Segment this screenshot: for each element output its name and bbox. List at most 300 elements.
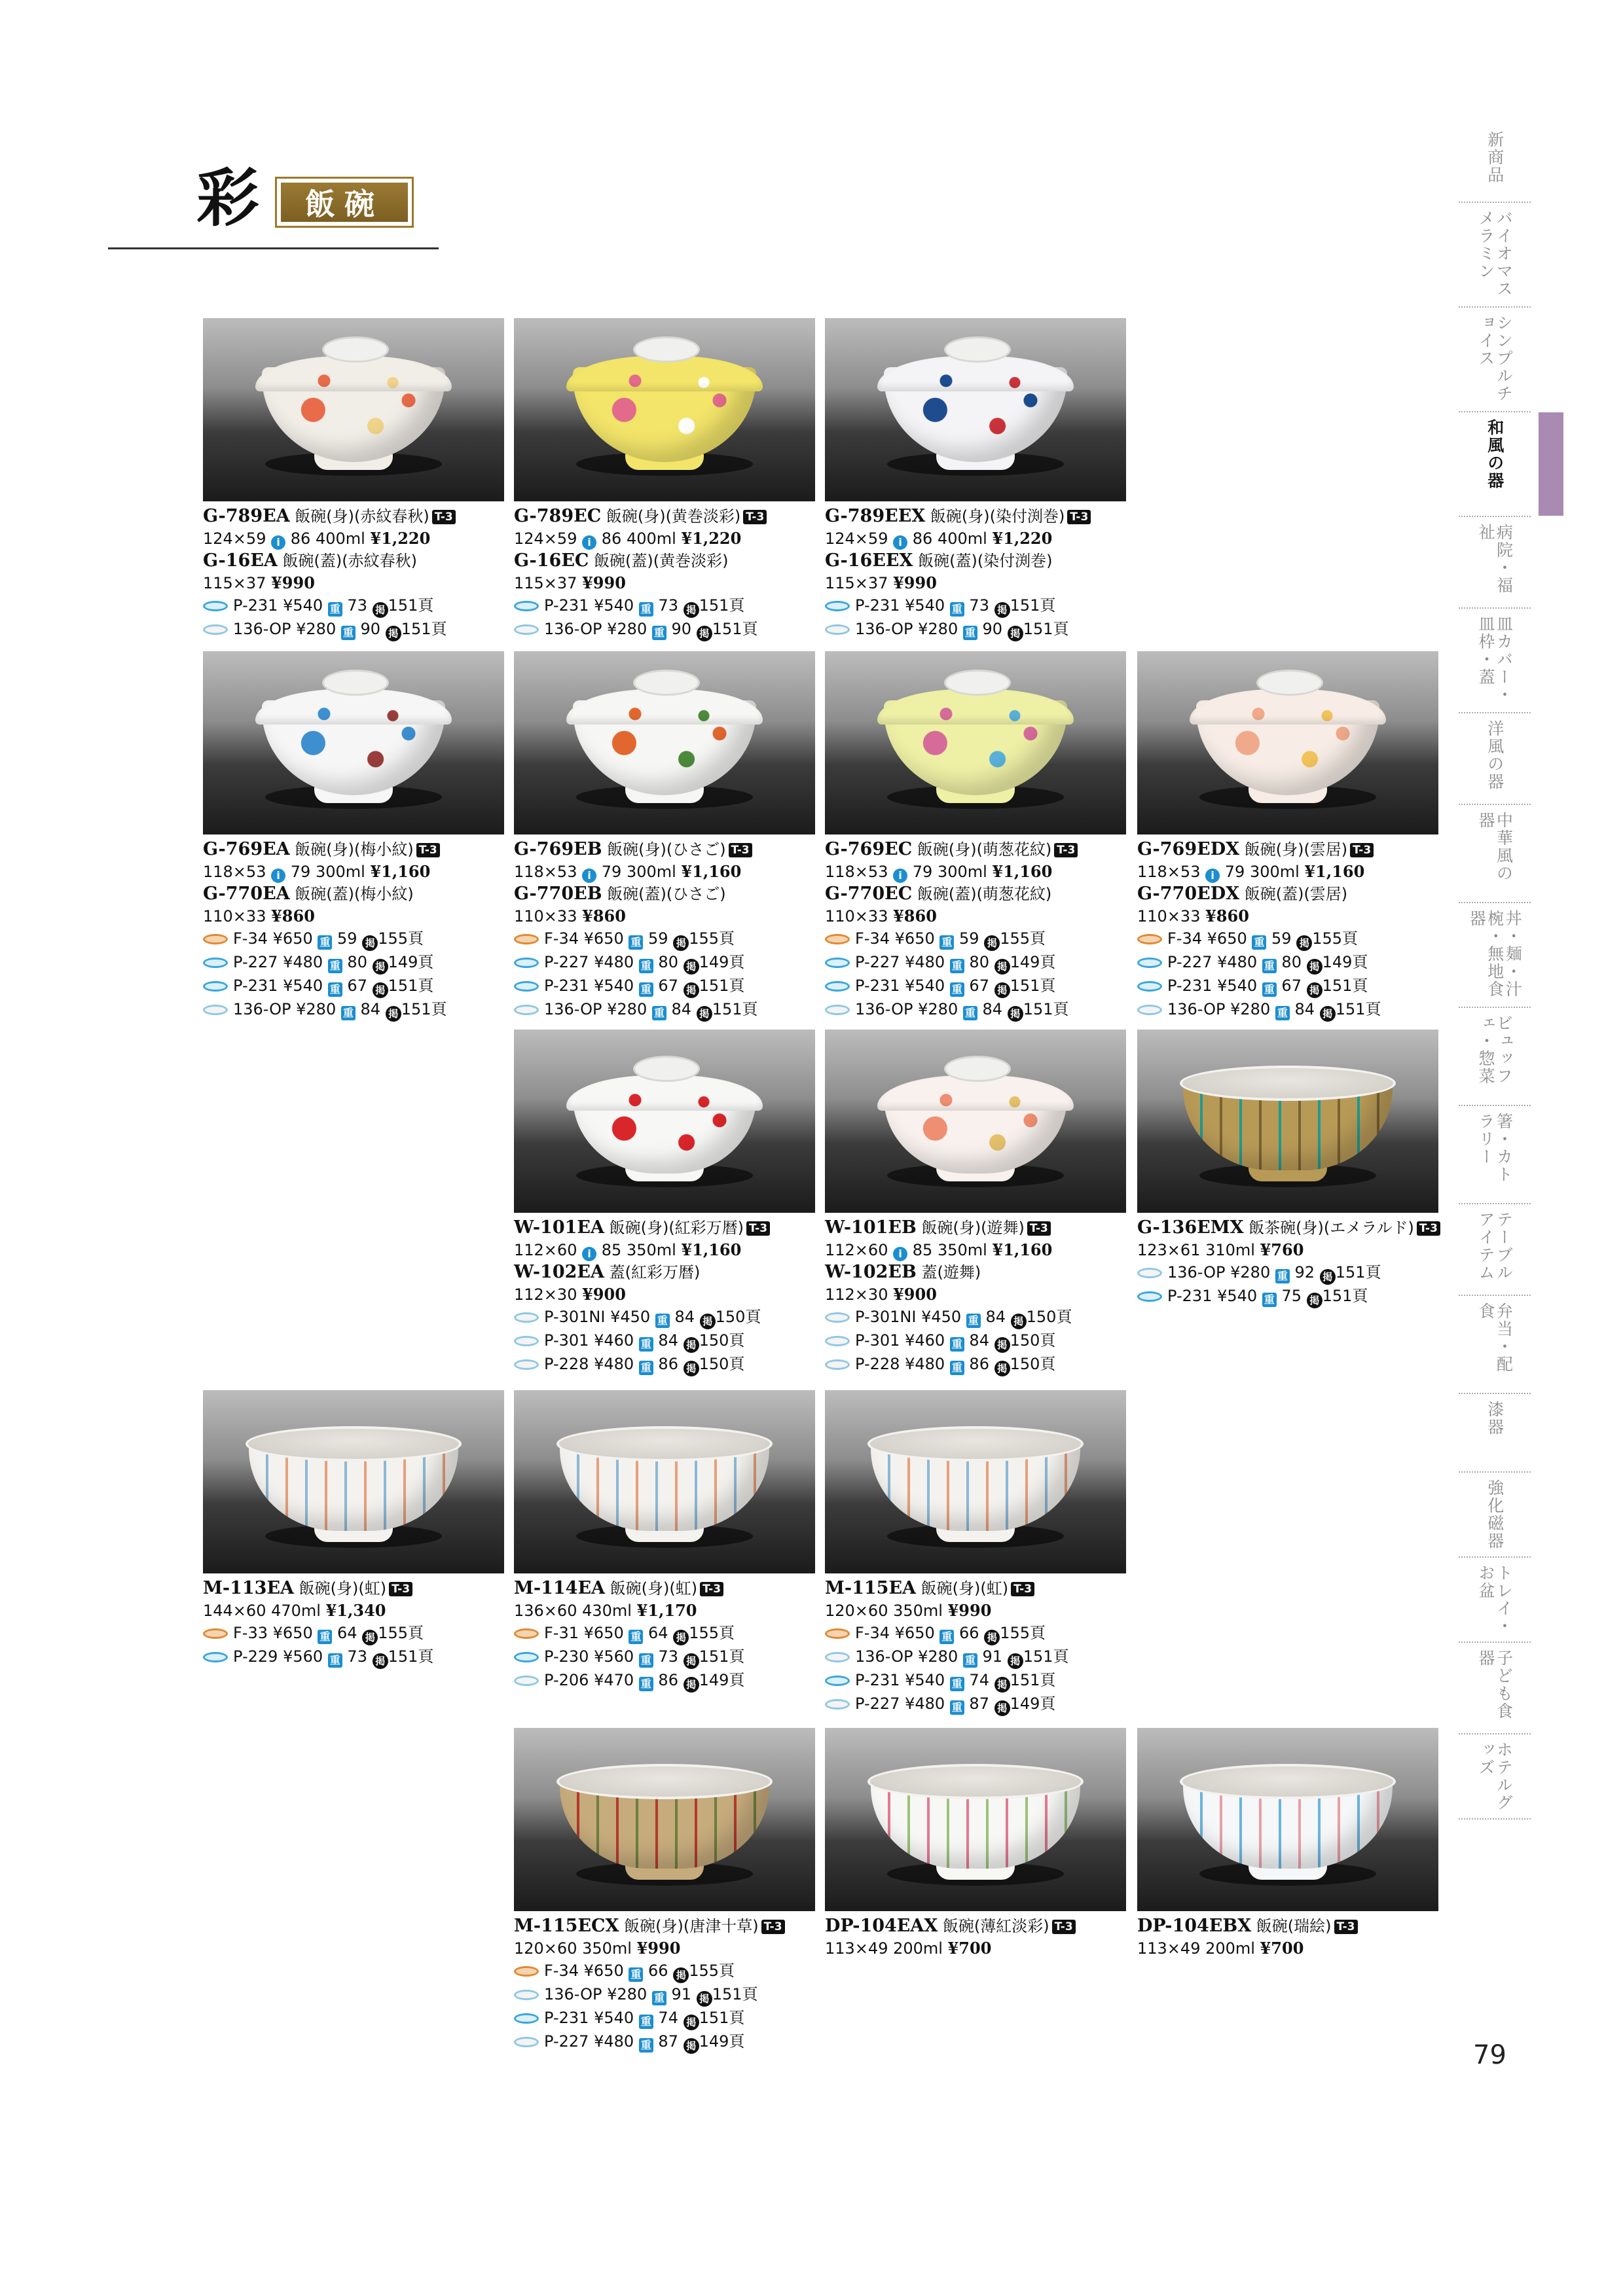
accessory-row[interactable] [825, 998, 1126, 1022]
accessory-row[interactable] [203, 975, 504, 998]
sidenav-item-4[interactable] [1459, 517, 1531, 609]
sidenav-item-label: 弁当・配食 [1476, 1302, 1514, 1373]
accessory-row[interactable] [1137, 927, 1438, 951]
accessory-row[interactable] [825, 951, 1126, 975]
sidenav-item-label: 丼・麺・汁椀・無地食器 [1467, 910, 1523, 998]
spacer [989, 1671, 994, 1689]
spacer [958, 1647, 963, 1666]
tray-icon [514, 624, 539, 635]
product-photo [514, 1390, 815, 1573]
stack-count-icon: 重 [639, 1653, 653, 1668]
spacer [632, 1939, 637, 1958]
sidenav-item-9[interactable] [1459, 1008, 1531, 1106]
accessory-price: ¥470 [594, 1671, 634, 1689]
product-price: ¥700 [1260, 1939, 1304, 1958]
accessory-code: P-231 [855, 1671, 900, 1689]
accessory-row[interactable] [203, 951, 504, 975]
accessory-price: ¥540 [905, 977, 945, 995]
spacer [678, 977, 684, 995]
accessory-row[interactable] [825, 1669, 1126, 1693]
stack-count-icon: 重 [318, 935, 332, 950]
accessory-price: ¥280 [1230, 1000, 1271, 1018]
lid-price: ¥900 [582, 1285, 626, 1304]
sidenav-item-0[interactable] [1459, 124, 1531, 203]
spacer [1315, 1000, 1320, 1018]
lid-knob [944, 670, 1011, 696]
sidenav-item-14[interactable] [1459, 1473, 1531, 1558]
accessory-row[interactable] [203, 1645, 504, 1669]
accessory-page: 150頁 [1010, 1355, 1056, 1373]
product-title-row [203, 1577, 504, 1600]
page-ref-icon: 掲 [673, 1967, 689, 1983]
product-volume: 300ml [626, 863, 676, 881]
tray-icon [514, 1990, 539, 2000]
lid-title-row [825, 1261, 1126, 1283]
stack-count-icon: 重 [939, 1630, 954, 1644]
lid-name: 飯碗(蓋)(梅小紋) [295, 885, 414, 903]
accessory-qty: 67 [969, 977, 989, 995]
accessory-page: 155頁 [689, 929, 735, 948]
lid-name: 蓋(遊舞) [921, 1263, 981, 1282]
spacer [958, 1000, 963, 1018]
product-photo [825, 1030, 1126, 1213]
sidenav-item-label: 新商品 [1485, 131, 1504, 184]
page-ref-icon: 掲 [684, 602, 699, 618]
lid-price: ¥990 [893, 573, 937, 592]
product-card[interactable] [514, 1728, 815, 2054]
accessory-page: 150頁 [1026, 1308, 1072, 1326]
product-name: 飯碗(身)(雲居) [1244, 840, 1348, 859]
accessory-code: 136-OP [1167, 1000, 1226, 1018]
accessory-page: 151頁 [1335, 1000, 1381, 1018]
spacer [932, 529, 938, 548]
product-card[interactable] [825, 1390, 1126, 1716]
sidenav-item-12[interactable] [1459, 1296, 1531, 1394]
accessory-row[interactable] [203, 998, 504, 1022]
spacer [1239, 885, 1245, 903]
spacer [678, 596, 684, 615]
product-name: 飯碗(身)(梅小紋) [295, 840, 414, 859]
accessory-qty: 86 [658, 1355, 678, 1373]
product-title-row [514, 838, 815, 861]
spacer [634, 977, 639, 995]
spacer [916, 1579, 921, 1598]
accessory-row[interactable] [514, 618, 815, 641]
product-card[interactable] [203, 1390, 504, 1669]
accessory-row[interactable] [825, 594, 1126, 618]
accessory-row[interactable] [203, 618, 504, 641]
accessory-row[interactable] [514, 594, 815, 618]
accessory-row[interactable] [514, 2030, 815, 2054]
sidenav-item-7[interactable] [1459, 805, 1531, 903]
spacer [678, 1331, 684, 1350]
spacer [602, 1985, 608, 2003]
page-ref-icon: 掲 [373, 982, 388, 998]
lid-knob [944, 336, 1011, 363]
accessory-qty: 87 [658, 2032, 678, 2051]
lid-code: G-16EEX [825, 550, 913, 571]
accessory-qty: 73 [969, 596, 989, 615]
stack-count-icon: 重 [328, 602, 342, 617]
spacer [310, 863, 316, 881]
accessory-row[interactable] [825, 1622, 1126, 1645]
product-size: 118×53 [514, 863, 577, 881]
product-volume: 400ml [937, 529, 987, 548]
tray-icon [1137, 1268, 1162, 1278]
lid-name: 飯碗(蓋)(黄巻淡彩) [594, 552, 729, 570]
spacer [989, 1695, 994, 1713]
spacer [577, 1939, 582, 1958]
accessory-page: 155頁 [1312, 929, 1359, 948]
spacer [605, 1308, 610, 1326]
product-card[interactable] [203, 651, 504, 1022]
product-code: M-115EA [825, 1578, 916, 1598]
accessory-qty: 64 [648, 1624, 668, 1642]
accessory-row[interactable] [825, 1645, 1126, 1669]
spacer [323, 1647, 328, 1666]
heat-badge: T-3 [389, 1582, 412, 1596]
stack-count-icon: 重 [639, 1337, 653, 1352]
accessory-row[interactable] [825, 1353, 1126, 1376]
lid-size: 115×37 [203, 574, 266, 592]
accessory-row[interactable] [1137, 1261, 1438, 1285]
product-title-row [825, 1915, 1126, 1937]
lid-size: 112×30 [514, 1285, 577, 1304]
spacer [310, 529, 316, 548]
spacer [977, 1647, 983, 1666]
sidenav-item-3[interactable] [1459, 412, 1531, 517]
accessory-row[interactable] [1137, 951, 1438, 975]
accessory-price: ¥650 [583, 1962, 624, 1980]
product-size: 118×53 [203, 863, 266, 881]
accessory-qty: 66 [959, 1624, 979, 1642]
product-card[interactable] [1137, 651, 1438, 1022]
lid-price: ¥860 [893, 906, 937, 925]
sidenav-item-10[interactable] [1459, 1106, 1531, 1204]
product-size: 118×53 [1137, 863, 1201, 881]
sidenav-item-2[interactable] [1459, 308, 1531, 412]
accessory-qty: 84 [674, 1308, 695, 1326]
accessory-price: ¥280 [918, 1000, 958, 1018]
accessory-page: 155頁 [689, 1624, 735, 1642]
spacer [900, 1671, 905, 1689]
sidenav-item-8[interactable] [1459, 903, 1531, 1008]
accessory-row[interactable] [514, 1645, 815, 1669]
accessory-page: 151頁 [388, 596, 434, 615]
spacer [912, 840, 917, 859]
product-info [203, 1577, 504, 1669]
accessory-qty: 80 [1281, 953, 1302, 971]
product-card[interactable] [514, 1390, 815, 1693]
stack-height-icon: i [893, 535, 907, 550]
product-info [825, 1217, 1126, 1376]
stack-height: 79 [290, 863, 311, 881]
spacer [266, 907, 271, 925]
product-spec-row [514, 1239, 815, 1261]
lid-price: ¥990 [582, 573, 626, 592]
tray-icon [514, 601, 539, 611]
accessory-page: 151頁 [1335, 1263, 1381, 1282]
spacer [605, 1579, 610, 1598]
product-card[interactable] [825, 1728, 1126, 1960]
stack-height-icon: i [893, 869, 907, 883]
product-name: 飯碗(身)(萌葱花紋) [917, 840, 1052, 859]
accessory-qty: 84 [985, 1308, 1006, 1326]
accessory-price: ¥460 [594, 1331, 634, 1350]
stack-height: 79 [601, 863, 622, 881]
accessory-row[interactable] [514, 1669, 815, 1693]
lid-spec-row [203, 905, 504, 927]
accessory-qty: 59 [959, 929, 979, 948]
accessory-price: ¥450 [610, 1308, 651, 1326]
spacer [888, 863, 893, 881]
spacer [589, 1331, 594, 1350]
spacer [977, 620, 983, 638]
sidenav-item-6[interactable] [1459, 713, 1531, 805]
accessory-row[interactable] [1137, 998, 1438, 1022]
spacer [589, 977, 594, 995]
lid-size: 110×33 [514, 907, 577, 925]
accessory-row[interactable] [825, 927, 1126, 951]
spacer [336, 1000, 341, 1018]
accessory-price: ¥540 [594, 596, 634, 615]
accessory-code: P-227 [233, 953, 278, 971]
stack-count-icon: 重 [963, 1006, 977, 1020]
spacer [650, 1308, 655, 1326]
product-info [514, 1217, 815, 1376]
lid-title-row [514, 550, 815, 572]
accessory-row[interactable] [514, 1353, 815, 1376]
product-name: 飯碗(身)(紅彩万暦) [609, 1219, 744, 1237]
sidenav-item-5[interactable] [1459, 609, 1531, 713]
page-ref-icon: 掲 [373, 959, 388, 975]
tray-icon [203, 624, 228, 635]
accessory-row[interactable] [514, 1329, 815, 1353]
spacer [900, 1331, 905, 1350]
stack-count-icon: 重 [1252, 935, 1266, 950]
spacer [945, 953, 950, 971]
bowl-rim-interior [556, 1426, 773, 1462]
spacer [634, 2032, 639, 2051]
accessory-row[interactable] [514, 927, 815, 951]
sidenav-item-1[interactable] [1459, 203, 1531, 308]
accessory-row[interactable] [203, 594, 504, 618]
spacer [989, 953, 994, 971]
accessory-row[interactable] [825, 618, 1126, 641]
spacer [643, 1624, 648, 1642]
product-card[interactable] [825, 651, 1126, 1022]
accessory-row[interactable] [514, 1960, 815, 1983]
accessory-price: ¥540 [283, 977, 323, 995]
accessory-qty: 86 [658, 1671, 678, 1689]
accessory-page: 149頁 [699, 1671, 745, 1689]
accessory-code: P-301NI [855, 1308, 917, 1326]
accessory-row[interactable] [203, 927, 504, 951]
spacer [634, 1355, 639, 1373]
heat-badge: T-3 [700, 1582, 723, 1596]
accessory-page: 151頁 [1010, 596, 1056, 615]
spacer [579, 1962, 584, 1980]
spacer [291, 620, 297, 638]
tray-icon [825, 624, 850, 635]
spacer [1255, 1939, 1260, 1958]
spacer [977, 1000, 983, 1018]
spacer [943, 1939, 948, 1958]
tray-icon [203, 601, 228, 611]
category-label: 飯碗 [281, 183, 408, 222]
lid-knob [944, 1056, 1011, 1082]
spacer [888, 1241, 893, 1259]
stack-count-icon: 重 [341, 1006, 356, 1020]
accessory-row[interactable] [514, 998, 815, 1022]
product-photo [825, 318, 1126, 501]
sidenav-item-16[interactable] [1459, 1643, 1531, 1734]
product-card[interactable] [825, 318, 1126, 641]
lid-size: 115×37 [514, 574, 577, 592]
spacer [577, 1602, 582, 1620]
accessory-row[interactable] [1137, 1285, 1438, 1308]
product-code: M-113EA [203, 1578, 294, 1598]
accessory-row[interactable] [825, 1693, 1126, 1716]
product-card[interactable] [1137, 1728, 1438, 1960]
spacer [1239, 840, 1245, 859]
product-size: 136×60 [514, 1602, 577, 1620]
accessory-row[interactable] [514, 1983, 815, 2007]
lid-size: 115×37 [825, 574, 888, 592]
product-code: M-115ECX [514, 1916, 619, 1936]
accessory-row[interactable] [514, 1306, 815, 1329]
accessory-page: 151頁 [1010, 977, 1056, 995]
sidenav-item-13[interactable] [1459, 1394, 1531, 1473]
lid-spec-row [203, 572, 504, 594]
lid-spec-row [514, 905, 815, 927]
lid-size: 110×33 [825, 907, 888, 925]
tray-icon [825, 981, 850, 992]
spacer [624, 1624, 629, 1642]
accessory-page: 151頁 [388, 1647, 434, 1666]
spacer [589, 2009, 594, 2027]
spacer [1302, 1287, 1307, 1305]
accessory-price: ¥480 [594, 953, 634, 971]
tray-icon [1137, 958, 1162, 968]
sidenav-item-15[interactable] [1459, 1558, 1531, 1643]
sidenav-item-label: 中華風の器 [1476, 812, 1514, 882]
product-card[interactable] [1137, 1030, 1438, 1308]
product-price: ¥1,220 [681, 529, 742, 548]
spacer [666, 1985, 672, 2003]
tray-icon [514, 1005, 539, 1015]
product-volume: 350ml [582, 1939, 632, 1958]
product-size: 120×60 [825, 1602, 888, 1620]
spacer [634, 953, 639, 971]
accessory-page: 151頁 [401, 620, 447, 638]
product-card[interactable] [203, 318, 504, 641]
spacer [589, 1671, 594, 1689]
stack-count-icon: 重 [639, 2015, 653, 2029]
accessory-page: 155頁 [378, 929, 424, 948]
spacer [989, 596, 994, 615]
accessory-row[interactable] [514, 2007, 815, 2030]
accessory-row[interactable] [825, 975, 1126, 998]
product-code: M-114EA [514, 1578, 605, 1598]
accessory-row[interactable] [514, 975, 815, 998]
spacer [1270, 1263, 1275, 1282]
spacer [380, 1000, 386, 1018]
product-size: 112×60 [514, 1241, 577, 1259]
stack-height: 86 [601, 529, 622, 548]
product-card[interactable] [825, 1030, 1126, 1376]
stack-height-icon: i [582, 869, 596, 883]
spacer [1212, 977, 1217, 995]
product-spec-row [514, 1600, 815, 1622]
sidenav-item-11[interactable] [1459, 1204, 1531, 1296]
product-volume: 400ml [626, 529, 676, 548]
accessory-row[interactable] [203, 1622, 504, 1645]
tray-icon [825, 1652, 850, 1662]
product-card[interactable] [514, 651, 815, 1022]
spacer [634, 2009, 639, 2027]
tray-icon [825, 934, 850, 944]
spacer [945, 1695, 950, 1713]
accessory-qty: 80 [347, 953, 367, 971]
product-price: ¥1,220 [992, 529, 1053, 548]
bowl-rim-interior [1180, 1066, 1396, 1101]
accessory-page: 155頁 [378, 1624, 424, 1642]
stack-count-icon: 重 [1262, 1293, 1277, 1307]
heat-badge: T-3 [1054, 843, 1078, 857]
product-code: G-789EA [203, 506, 290, 526]
product-title-row [825, 505, 1126, 528]
accessory-row[interactable] [825, 1329, 1126, 1353]
accessory-row[interactable] [514, 1622, 815, 1645]
accessory-code: 136-OP [233, 1000, 291, 1018]
accessory-code: 136-OP [1167, 1263, 1226, 1282]
product-info [203, 505, 504, 641]
spacer [367, 977, 373, 995]
accessory-price: ¥280 [607, 1000, 647, 1018]
accessory-code: F-34 [855, 929, 890, 948]
spacer [678, 2009, 684, 2027]
product-spec-row [1137, 1937, 1438, 1960]
spacer [1200, 907, 1205, 925]
spacer [888, 574, 893, 592]
heat-badge: T-3 [432, 510, 456, 524]
lid-code: W-102EB [825, 1262, 917, 1282]
product-info [1137, 1217, 1438, 1308]
page-ref-icon: 掲 [386, 626, 401, 641]
lid-spec-row [514, 1283, 815, 1306]
sidenav-item-17[interactable] [1459, 1734, 1531, 1820]
lid-code: G-16EA [203, 550, 278, 571]
accessory-row[interactable] [825, 1306, 1126, 1329]
product-code: G-136EMX [1137, 1217, 1244, 1238]
spacer [579, 1624, 584, 1642]
accessory-qty: 84 [360, 1000, 381, 1018]
product-card[interactable] [514, 1030, 815, 1376]
accessory-row[interactable] [1137, 975, 1438, 998]
lid-price: ¥860 [1205, 906, 1249, 925]
spacer [634, 1647, 639, 1666]
spacer [961, 1308, 966, 1326]
spacer [357, 1624, 363, 1642]
product-photo [1137, 651, 1438, 834]
accessory-row[interactable] [514, 951, 815, 975]
product-card[interactable] [514, 318, 815, 641]
product-spec-row [203, 528, 504, 550]
accessory-code: 136-OP [544, 1000, 602, 1018]
spacer [1257, 977, 1262, 995]
lid-knob [1256, 670, 1323, 696]
